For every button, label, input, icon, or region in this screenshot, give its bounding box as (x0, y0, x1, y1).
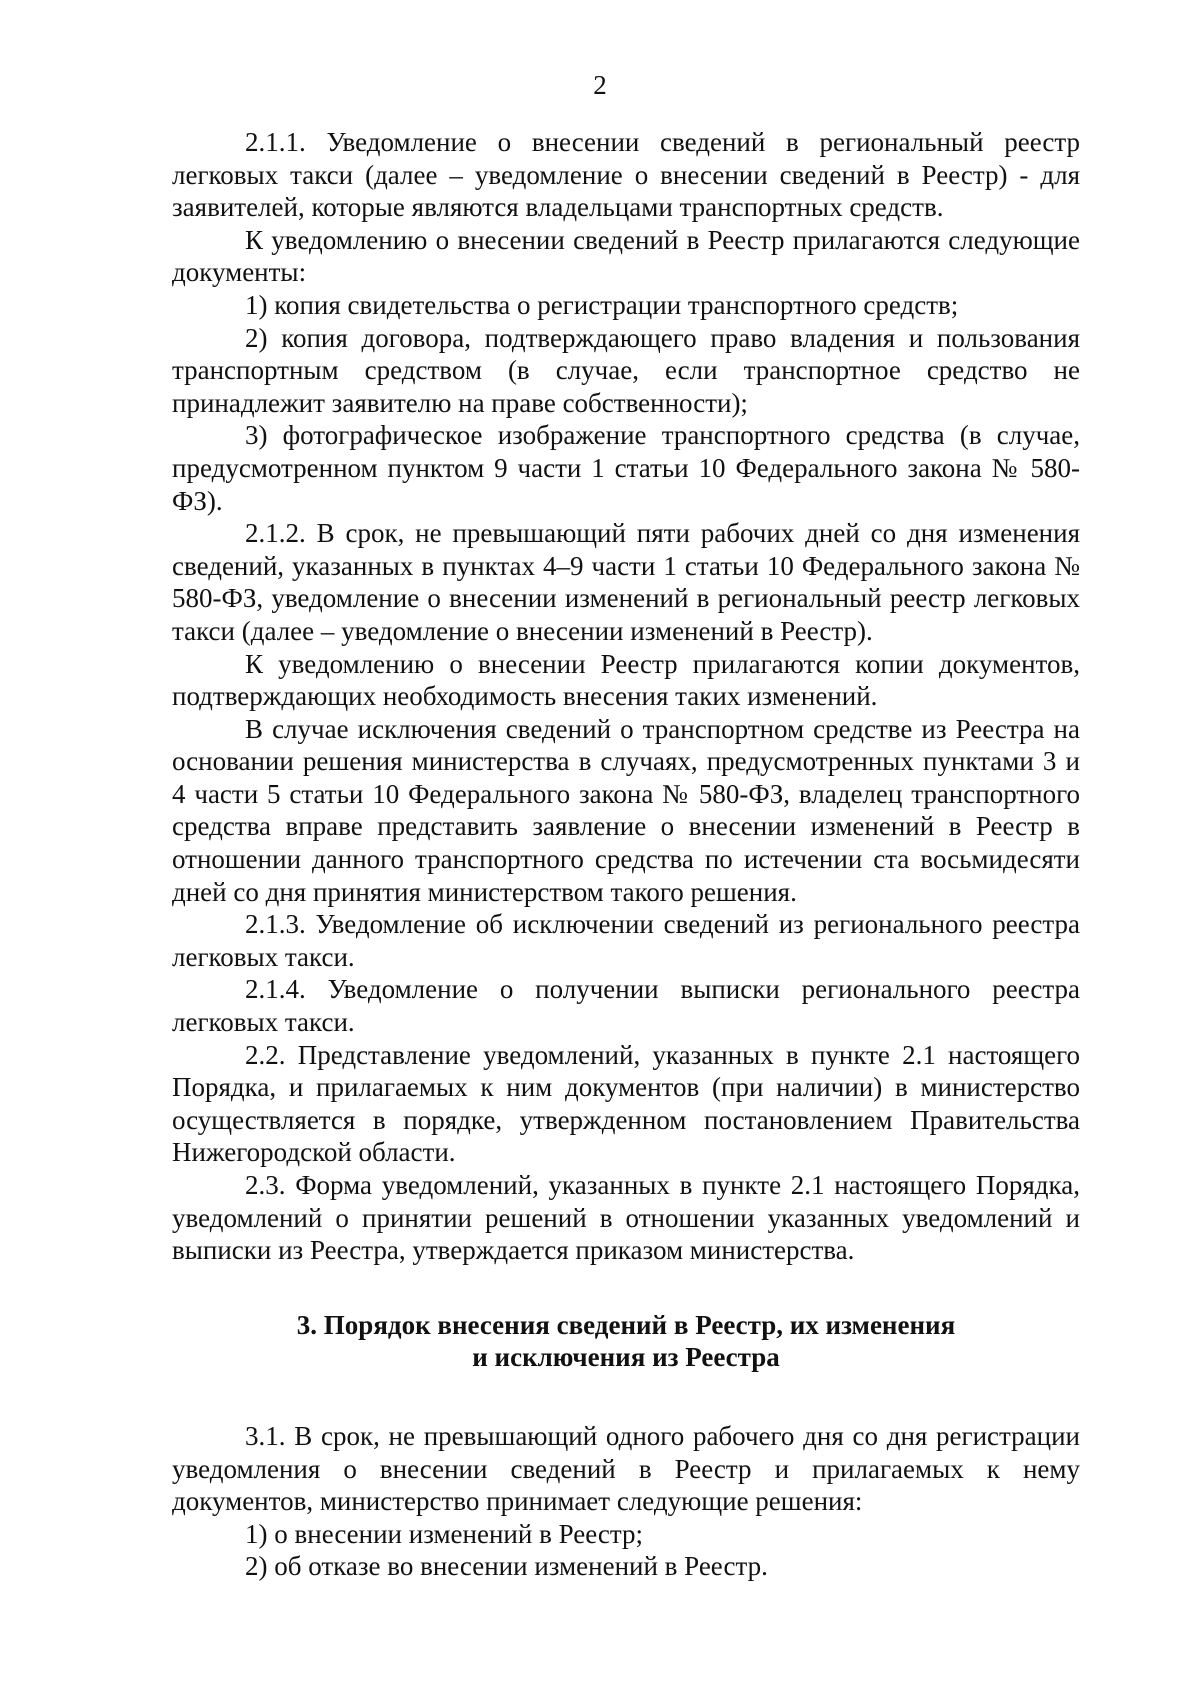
paragraph-2-2: 2.2. Представление уведомлений, указанных в пункте 2.1 настоящего Порядка, и прилагаемых к ним документов (при наличии) в министерство осуществляется в порядке, утвержденном постановлением Правительства Нижегородской области. (172, 1039, 1080, 1168)
document-body (172, 126, 1080, 1583)
decision-item-1: 1) о внесении изменений в Реестр; (245, 1518, 643, 1549)
paragraph-2-1-2: 2.1.2. В срок, не превышающий пяти рабочих дней со дня изменения сведений, указанных в пунктах 4–9 части 1 статьи 10 Федерального закона № 580-ФЗ, уведомление о внесении изменений в региональный реестр легковых такси (далее – уведомление о внесении изменений в Реестр). (172, 518, 1080, 646)
list-item-2: 2) копия договора, подтверждающего право владения и пользования транспортным средством (в случае, если транспортное средство не принадлежит заявителю на праве собственности); (172, 322, 1080, 418)
paragraph-attachments-intro: К уведомлению о внесении сведений в Реестр прилагаются следующие документы: (172, 224, 1080, 288)
paragraph-exclusion-case: В случае исключения сведений о транспортном средстве из Реестра на основании решения министерства в случаях, предусмотренных пунктами 3 и 4 части 5 статьи 10 Федерального закона № 580-ФЗ, владелец транспортного средства вправе представить заявление о внесении изменений в Реестр в отношении данного транспортного средства по истечении ста восьмидесяти дней со дня принятия министерством такого решения. (172, 713, 1080, 907)
paragraph-3-1: 3.1. В срок, не превышающий одного рабочего дня со дня регистрации уведомления о внесении сведений в Реестр и прилагаемых к нему документов, министерство принимает следующие решения: (172, 1420, 1080, 1517)
paragraph-2-1-1: 2.1.1. Уведомление о внесении сведений в региональный реестр легковых такси (далее – уведомление о внесении сведений в Реестр) - для заявителей, которые являются владельцами транспортных средств. (172, 127, 1080, 223)
section-3-heading-line-1: 3. Порядок внесения сведений в Реестр, их изменения (296, 1309, 956, 1340)
page-number: 2 (593, 70, 607, 100)
paragraph-change-attachments: К уведомлению о внесении Реестр прилагаются копии документов, подтверждающих необходимость внесения таких изменений. (172, 648, 1080, 712)
list-item-1: 1) копия свидетельства о регистрации транспортного средств; (245, 289, 959, 320)
paragraph-2-1-4: 2.1.4. Уведомление о получении выписки регионального реестра легковых такси. (172, 974, 1080, 1038)
section-3-heading (172, 1309, 1080, 1374)
paragraph-2-3: 2.3. Форма уведомлений, указанных в пункте 2.1 настоящего Порядка, уведомлений о принятии решений в отношении указанных уведомлений и выписки из Реестра, утверждается приказом министерства. (172, 1170, 1080, 1266)
section-3-heading-line-2: и исключения из Реестра (472, 1342, 780, 1373)
paragraph-2-1-3: 2.1.3. Уведомление об исключении сведений из регионального реестра легковых такси. (172, 909, 1080, 972)
list-item-3: 3) фотографическое изображение транспортного средства (в случае, предусмотренном пунктом 9 части 1 статьи 10 Федерального закона № 580-ФЗ). (172, 420, 1080, 516)
decision-item-2: 2) об отказе во внесении изменений в Реестр. (245, 1551, 768, 1582)
